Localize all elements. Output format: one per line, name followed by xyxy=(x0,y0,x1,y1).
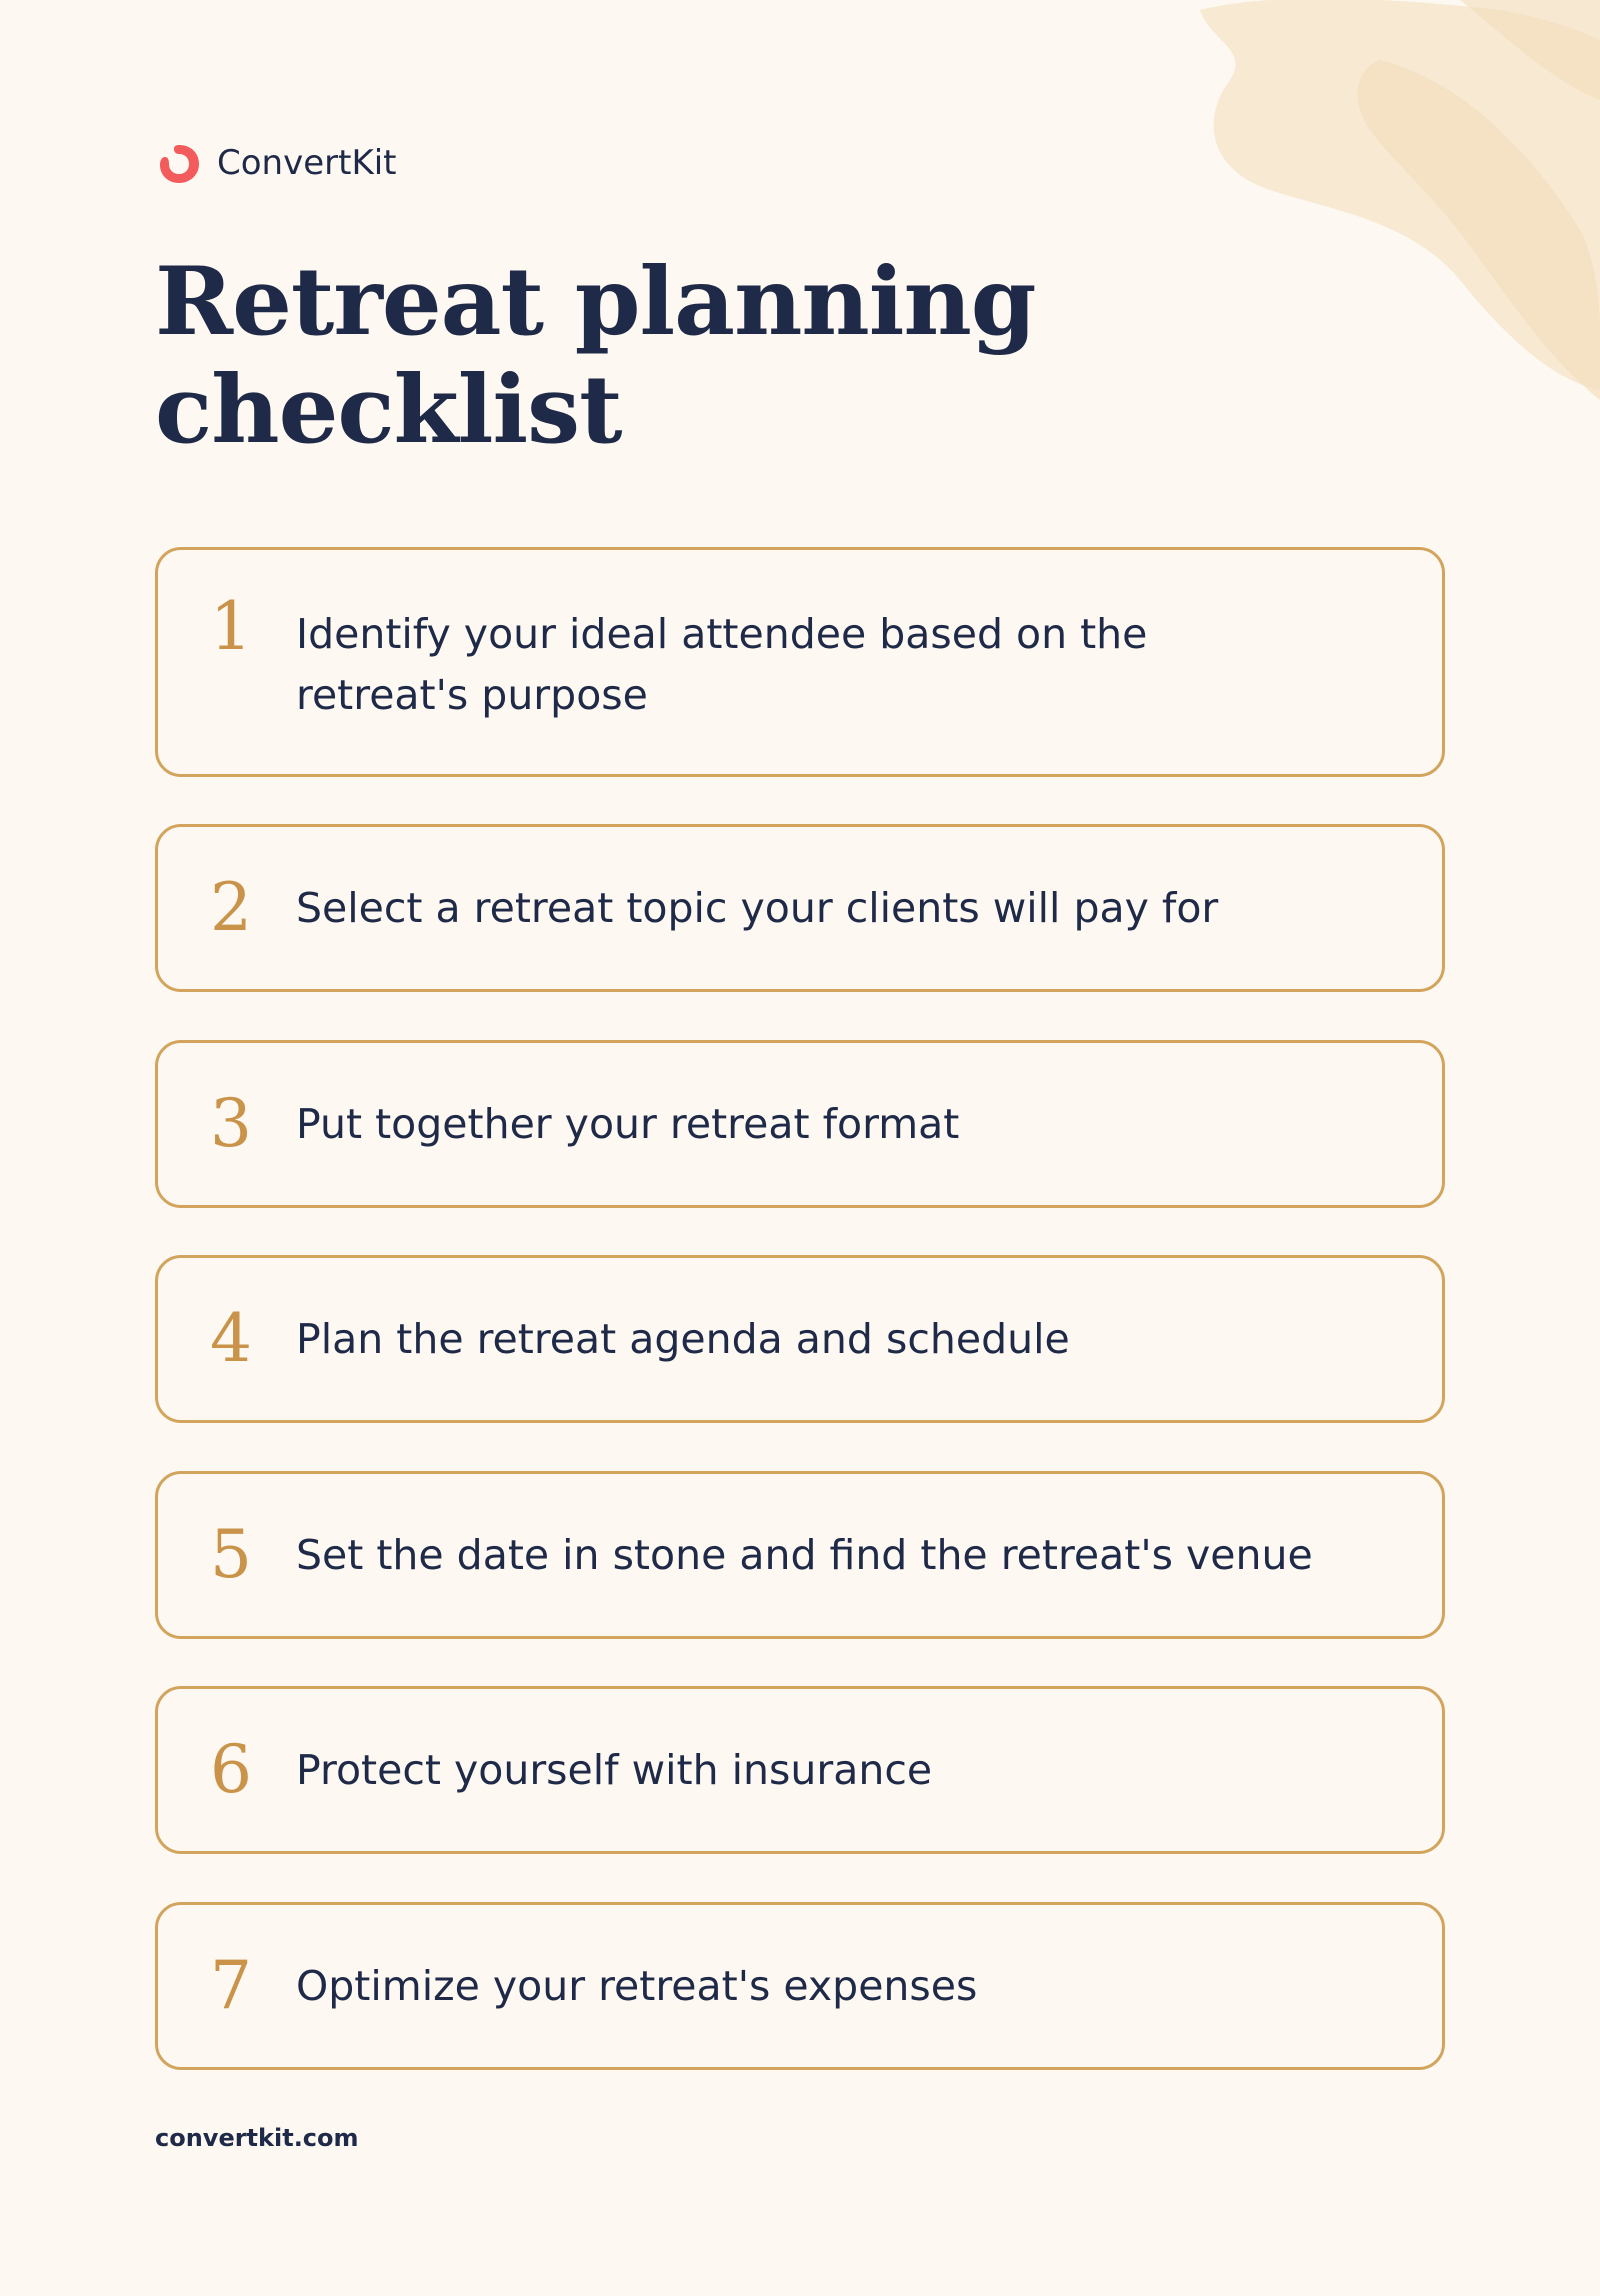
page-title xyxy=(155,248,1055,464)
checklist-item-6 xyxy=(155,1686,1445,1854)
item-text: Identify your ideal attendee based on the retreat's purpose xyxy=(296,610,1148,719)
checklist-item-1 xyxy=(155,547,1445,777)
item-number: 7 xyxy=(210,1947,252,2024)
item-number: 2 xyxy=(210,869,252,946)
item-text: Set the date in stone and find the retreat's venue xyxy=(296,1530,1313,1579)
checklist-item-5 xyxy=(155,1471,1445,1639)
item-number: 6 xyxy=(210,1731,252,1808)
item-text: Select a retreat topic your clients will pay for xyxy=(296,883,1219,932)
brand-logo xyxy=(155,138,397,188)
item-text: Optimize your retreat's expenses xyxy=(296,1961,978,2010)
item-number: 3 xyxy=(210,1085,252,1162)
checklist-item-3 xyxy=(155,1040,1445,1208)
page-title-line-1: Retreat planning xyxy=(155,247,1036,357)
footer-url[interactable]: convertkit.com xyxy=(155,2124,359,2152)
item-number: 4 xyxy=(210,1300,252,1377)
checklist-item-7 xyxy=(155,1902,1445,2070)
page-title-line-2: checklist xyxy=(155,355,622,465)
item-text: Put together your retreat format xyxy=(296,1099,960,1148)
convertkit-logo-icon xyxy=(155,139,203,187)
item-number: 1 xyxy=(210,588,252,665)
item-number: 5 xyxy=(210,1516,252,1593)
item-text: Protect yourself with insurance xyxy=(296,1745,933,1794)
checklist-item-4 xyxy=(155,1255,1445,1423)
decorative-brush-stroke xyxy=(1080,0,1600,420)
checklist-item-2 xyxy=(155,824,1445,992)
brand-name: ConvertKit xyxy=(217,143,397,183)
item-text: Plan the retreat agenda and schedule xyxy=(296,1314,1070,1363)
